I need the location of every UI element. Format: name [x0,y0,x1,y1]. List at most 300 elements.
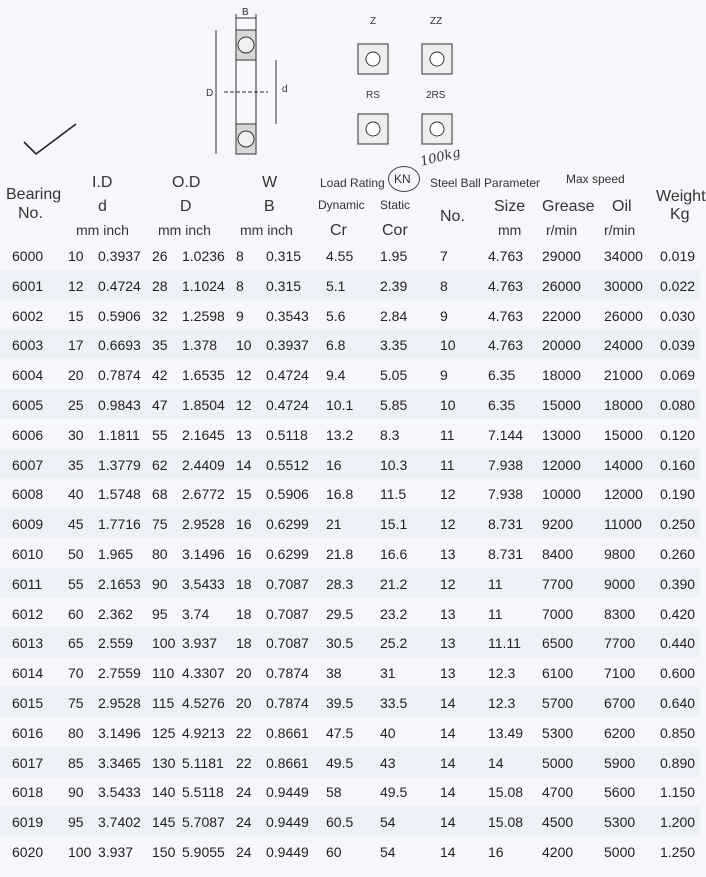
grease-speed-cell: 10000 [542,486,581,503]
od-mm-cell: 55 [152,426,168,443]
od-mm-cell: 28 [152,277,168,294]
ball-count-cell: 13 [440,546,456,562]
oil-speed-cell: 5600 [604,784,636,801]
width-mm-cell: 24 [236,814,252,831]
grease-speed-cell: 22000 [542,307,581,324]
static-load-cell: 31 [380,665,396,682]
ball-count-cell: 13 [440,635,456,652]
dynamic-load-cell: 38 [326,665,342,682]
bore-mm-cell: 95 [68,814,84,831]
od-inch-cell: 2.9528 [182,516,225,533]
table-row [0,478,700,508]
oil-speed-cell: 15000 [604,426,643,443]
weight-cell: 0.890 [660,754,696,771]
od-inch-cell: 5.7087 [182,814,225,831]
width-inch-cell: 0.315 [266,277,302,294]
static-header: Static [380,198,411,212]
bearing-no-cell: 6016 [12,724,44,741]
ball-size-cell: 12.3 [488,695,516,711]
weight-cell: 0.190 [660,486,696,503]
cor-header: Cor [382,222,408,239]
bearing-no-cell: 6001 [12,277,44,294]
ball-size-cell: 6.35 [488,367,516,384]
static-load-cell: 11.5 [380,486,407,503]
checkmark-icon [20,120,80,160]
weight-cell: 1.200 [660,814,696,831]
dynamic-load-cell: 16.8 [326,486,354,503]
weight-cell: 0.390 [660,575,696,592]
table-row [0,449,700,479]
bore-mm-cell: 75 [68,695,84,711]
bore-mm-cell: 85 [68,754,84,771]
oil-header: Oil [612,198,632,215]
table-row [0,508,700,538]
od-mm-cell: 26 [152,248,168,264]
static-load-cell: 5.85 [380,397,408,413]
dynamic-load-cell: 10.1 [326,397,354,413]
oil-speed-cell: 5900 [604,754,636,771]
bearing-no-cell: 6010 [12,546,44,562]
oil-speed-cell: 26000 [604,307,643,324]
label-2RS: 2RS [426,90,446,101]
dynamic-load-cell: 21 [326,516,342,533]
weight-cell: 0.022 [660,277,696,294]
bearing-no-cell: 6006 [12,426,44,443]
width-inch-cell: 0.5906 [266,486,309,503]
width-mm-cell: 16 [236,516,252,533]
table-row [0,419,700,449]
bore-inch-cell: 1.3779 [98,456,141,473]
table-row [0,687,700,717]
cross-section-drawing [216,14,276,154]
od-inch-cell: 1.0236 [182,248,225,264]
bore-inch-cell: 3.7402 [98,814,141,831]
ball-size-cell: 6.35 [488,397,516,413]
table-row [0,627,700,657]
ball-count-cell: 14 [440,784,456,801]
ball-count-cell: 10 [440,337,456,354]
ball-size-cell: 15.08 [488,784,524,801]
oil-speed-cell: 24000 [604,337,643,354]
oil-speed-cell: 34000 [604,248,643,264]
label-ZZ: ZZ [430,16,443,27]
id-unit-header: mm inch [76,222,129,238]
od-inch-cell: 5.1181 [182,754,224,771]
weight-cell: 0.420 [660,605,696,622]
seal-2rs-drawing [422,114,452,144]
bearing-no-cell: 6008 [12,486,44,503]
width-mm-cell: 10 [236,337,252,354]
dynamic-load-cell: 4.55 [326,248,354,264]
od-inch-cell: 1.1024 [182,277,225,294]
oil-speed-cell: 6200 [604,724,636,741]
bore-inch-cell: 2.9528 [98,695,141,711]
grease-speed-cell: 4500 [542,814,574,831]
bore-inch-cell: 3.3465 [98,754,141,771]
dynamic-load-cell: 49.5 [326,754,354,771]
width-inch-cell: 0.9449 [266,784,309,801]
label-RS: RS [366,90,380,101]
dynamic-load-cell: 60 [326,844,342,860]
od-mm-cell: 35 [152,337,168,354]
dynamic-load-cell: 13.2 [326,426,354,443]
static-load-cell: 49.5 [380,784,408,801]
bearing-no-cell: 6003 [12,337,44,354]
w-B-header: B [264,198,275,215]
grease-speed-cell: 13000 [542,426,581,443]
bore-inch-cell: 0.3937 [98,248,141,264]
width-inch-cell: 0.9449 [266,814,309,831]
dynamic-load-cell: 16 [326,456,342,473]
weight-cell: 0.850 [660,724,696,741]
table-row [0,776,700,806]
ball-count-cell: 14 [440,724,456,741]
ball-size-cell: 4.763 [488,307,524,324]
static-load-cell: 16.6 [380,546,408,562]
load-rating-header: Load Rating [320,176,385,190]
static-load-cell: 33.5 [380,695,408,711]
grease-unit-header: r/min [546,222,578,238]
ball-size-cell: 12.3 [488,665,516,682]
grease-speed-cell: 7000 [542,605,574,622]
width-mm-cell: 18 [236,575,252,592]
bore-inch-cell: 2.362 [98,605,134,622]
ball-count-cell: 12 [440,575,456,592]
bore-inch-cell: 1.965 [98,546,134,562]
width-mm-cell: 18 [236,635,252,652]
weight-cell: 0.250 [660,516,696,533]
width-inch-cell: 0.6299 [266,516,309,533]
ball-size-cell: 15.08 [488,814,524,831]
ball-count-cell: 14 [440,695,456,711]
ball-count-cell: 7 [440,248,448,264]
static-load-cell: 2.39 [380,277,408,294]
width-inch-cell: 0.7874 [266,695,309,711]
seal-rs-drawing [358,114,388,144]
od-inch-cell: 3.5433 [182,575,225,592]
bearing-no-cell: 6012 [12,605,44,622]
grease-speed-cell: 6100 [542,665,574,682]
grease-speed-cell: 8400 [542,546,574,562]
bearing-no-cell: 6017 [12,754,44,771]
ball-count-cell: 14 [440,754,456,771]
width-inch-cell: 0.3543 [266,307,309,324]
od-inch-cell: 4.9213 [182,724,225,741]
kn-header: KN [394,172,411,186]
bearing-no-cell: 6004 [12,367,44,384]
bearing-no-cell: 6018 [12,784,44,801]
od-inch-cell: 2.4409 [182,456,225,473]
ball-count-cell: 11 [440,456,455,473]
od-inch-cell: 1.8504 [182,397,225,413]
dynamic-load-cell: 5.6 [326,307,346,324]
od-mm-cell: 125 [152,724,176,741]
oil-speed-cell: 5300 [604,814,636,831]
table-row [0,836,700,866]
oil-speed-cell: 11000 [604,516,642,533]
grease-speed-cell: 5700 [542,695,574,711]
oil-speed-cell: 5000 [604,844,636,860]
grease-speed-cell: 6500 [542,635,574,652]
width-mm-cell: 24 [236,784,252,801]
width-inch-cell: 0.7087 [266,575,309,592]
ball-size-cell: 11 [488,605,503,622]
ball-count-cell: 11 [440,426,455,443]
ball-count-cell: 9 [440,367,448,384]
ball-size-cell: 8.731 [488,546,524,562]
bearing-no-cell: 6000 [12,248,44,264]
static-load-cell: 5.05 [380,367,408,384]
bore-inch-cell: 1.7716 [98,516,141,533]
table-row [0,359,700,389]
od-mm-cell: 110 [152,665,175,682]
grease-speed-cell: 12000 [542,456,581,473]
bore-mm-cell: 40 [68,486,84,503]
bore-inch-cell: 1.5748 [98,486,141,503]
static-load-cell: 3.35 [380,337,408,354]
bore-inch-cell: 0.9843 [98,397,141,413]
static-load-cell: 15.1 [380,516,408,533]
dynamic-load-cell: 30.5 [326,635,354,652]
bore-inch-cell: 1.1811 [98,426,140,443]
oil-speed-cell: 9800 [604,546,636,562]
width-mm-cell: 15 [236,486,252,503]
oil-speed-cell: 7100 [604,665,636,682]
od-mm-cell: 145 [152,814,176,831]
bore-mm-cell: 45 [68,516,84,533]
ball-size-cell: 8.731 [488,516,524,533]
table-row [0,329,700,359]
table-row [0,568,700,598]
od-inch-cell: 4.3307 [182,665,225,682]
dynamic-load-cell: 58 [326,784,342,801]
ball-count-cell: 10 [440,397,456,413]
label-B: B [242,7,249,18]
width-mm-cell: 14 [236,456,252,473]
dynamic-load-cell: 6.8 [326,337,346,354]
oil-speed-cell: 7700 [604,635,636,652]
table-row [0,657,700,687]
bearing-header-2: No. [18,205,43,222]
bearing-diagram [190,4,490,164]
weight-cell: 0.120 [660,426,696,443]
bore-inch-cell: 3.937 [98,844,134,860]
label-Z: Z [370,16,377,27]
bore-mm-cell: 17 [68,337,84,354]
w-header: W [262,174,278,191]
table-row [0,240,700,270]
od-mm-cell: 100 [152,635,176,652]
width-inch-cell: 0.9449 [266,844,309,860]
width-inch-cell: 0.7087 [266,605,309,622]
grease-speed-cell: 18000 [542,367,581,384]
weight-cell: 0.440 [660,635,696,652]
bore-inch-cell: 2.1653 [98,575,141,592]
od-mm-cell: 95 [152,605,168,622]
dynamic-load-cell: 47.5 [326,724,354,741]
cr-header: Cr [330,222,347,239]
od-inch-cell: 5.9055 [182,844,225,860]
bearing-no-cell: 6011 [12,575,43,592]
oil-speed-cell: 6700 [604,695,636,711]
bearing-no-cell: 6020 [12,844,44,860]
ball-size-cell: 4.763 [488,337,524,354]
grease-speed-cell: 20000 [542,337,581,354]
oil-speed-cell: 14000 [604,456,643,473]
dynamic-load-cell: 28.3 [326,575,354,592]
od-inch-cell: 3.937 [182,635,218,652]
bore-inch-cell: 0.4724 [98,277,141,294]
dynamic-load-cell: 9.4 [326,367,346,384]
bearing-header-1: Bearing [6,186,62,203]
ball-size-cell: 7.938 [488,456,524,473]
od-mm-cell: 68 [152,486,168,503]
od-mm-cell: 115 [152,695,175,711]
ball-size-cell: 13.49 [488,724,524,741]
oil-speed-cell: 18000 [604,397,643,413]
od-mm-cell: 80 [152,546,168,562]
od-mm-cell: 75 [152,516,168,533]
od-inch-cell: 1.2598 [182,307,225,324]
max-speed-header: Max speed [566,172,625,186]
bearing-no-cell: 6007 [12,456,44,473]
width-inch-cell: 0.4724 [266,367,309,384]
bearing-no-cell: 6015 [12,695,44,711]
width-inch-cell: 0.3937 [266,337,309,354]
dynamic-load-cell: 60.5 [326,814,354,831]
weight-cell: 0.640 [660,695,696,711]
bore-mm-cell: 25 [68,397,84,413]
bore-mm-cell: 65 [68,635,84,652]
ball-size-cell: 4.763 [488,248,524,264]
ball-count-cell: 12 [440,516,456,533]
id-header: I.D [92,174,113,191]
static-load-cell: 43 [380,754,396,771]
grease-speed-cell: 29000 [542,248,581,264]
bore-inch-cell: 2.7559 [98,665,141,682]
ball-size-cell: 7.144 [488,426,524,443]
static-load-cell: 21.2 [380,575,408,592]
ball-count-cell: 13 [440,605,456,622]
w-unit-header: mm inch [240,222,293,238]
bore-inch-cell: 0.6693 [98,337,141,354]
label-D: D [206,88,214,99]
weight-cell: 0.030 [660,307,696,324]
width-mm-cell: 20 [236,665,252,682]
bearing-no-cell: 6014 [12,665,44,682]
width-mm-cell: 8 [236,277,244,294]
width-inch-cell: 0.7087 [266,635,309,652]
od-mm-cell: 130 [152,754,176,771]
weight-unit-header: Kg [670,206,690,223]
table-row [0,300,700,330]
bore-inch-cell: 2.559 [98,635,134,652]
od-inch-cell: 2.1645 [182,426,225,443]
oil-speed-cell: 30000 [604,277,643,294]
ball-size-cell: 16 [488,844,504,860]
grease-speed-cell: 9200 [542,516,574,533]
weight-cell: 1.150 [660,784,696,801]
ball-no-header: No. [440,208,465,225]
bore-inch-cell: 3.1496 [98,724,141,741]
width-inch-cell: 0.315 [266,248,302,264]
static-load-cell: 8.3 [380,426,400,443]
grease-speed-cell: 4700 [542,784,574,801]
bore-mm-cell: 55 [68,575,84,592]
ball-size-cell: 7.938 [488,486,524,503]
seal-zz-drawing [422,44,452,74]
bore-mm-cell: 50 [68,546,84,562]
od-D-header: D [180,198,192,215]
ball-count-cell: 13 [440,665,456,682]
bore-inch-cell: 0.7874 [98,367,141,384]
bore-mm-cell: 80 [68,724,84,741]
weight-header: Weight [656,188,706,205]
weight-cell: 0.600 [660,665,696,682]
od-inch-cell: 1.378 [182,337,218,354]
static-load-cell: 25.2 [380,635,408,652]
static-load-cell: 54 [380,844,396,860]
bearing-no-cell: 6005 [12,397,44,413]
static-load-cell: 54 [380,814,396,831]
static-load-cell: 10.3 [380,456,408,473]
bearing-no-cell: 6019 [12,814,44,831]
od-header: O.D [172,174,201,191]
width-mm-cell: 22 [236,724,252,741]
table-row [0,270,700,300]
size-header: Size [494,198,526,215]
od-inch-cell: 3.1496 [182,546,225,562]
width-inch-cell: 0.7874 [266,665,309,682]
width-mm-cell: 20 [236,695,252,711]
od-inch-cell: 2.6772 [182,486,225,503]
ball-size-cell: 11.11 [488,635,521,652]
width-mm-cell: 22 [236,754,252,771]
bearing-no-cell: 6013 [12,635,44,652]
od-mm-cell: 140 [152,784,176,801]
bore-mm-cell: 70 [68,665,84,682]
handwritten-kg: 100kg [418,145,463,170]
ball-count-cell: 14 [440,844,456,860]
bore-mm-cell: 30 [68,426,84,443]
weight-cell: 0.069 [660,367,696,384]
ball-count-cell: 8 [440,277,448,294]
width-inch-cell: 0.4724 [266,397,309,413]
ball-count-cell: 14 [440,814,456,831]
bore-mm-cell: 100 [68,844,92,860]
od-mm-cell: 42 [152,367,168,384]
static-load-cell: 23.2 [380,605,408,622]
width-inch-cell: 0.8661 [266,754,309,771]
od-mm-cell: 47 [152,397,168,413]
width-mm-cell: 12 [236,397,252,413]
size-unit-header: mm [498,222,522,238]
table-row [0,389,700,419]
bore-inch-cell: 3.5433 [98,784,141,801]
grease-speed-cell: 15000 [542,397,581,413]
bore-mm-cell: 90 [68,784,84,801]
bore-inch-cell: 0.5906 [98,307,141,324]
label-d: d [282,84,288,95]
oil-speed-cell: 9000 [604,575,636,592]
ball-count-cell: 9 [440,307,448,324]
oil-unit-header: r/min [604,222,636,238]
table-row [0,806,700,836]
width-mm-cell: 18 [236,605,252,622]
dynamic-load-cell: 29.5 [326,605,354,622]
dynamic-load-cell: 21.8 [326,546,354,562]
width-inch-cell: 0.5512 [266,456,309,473]
